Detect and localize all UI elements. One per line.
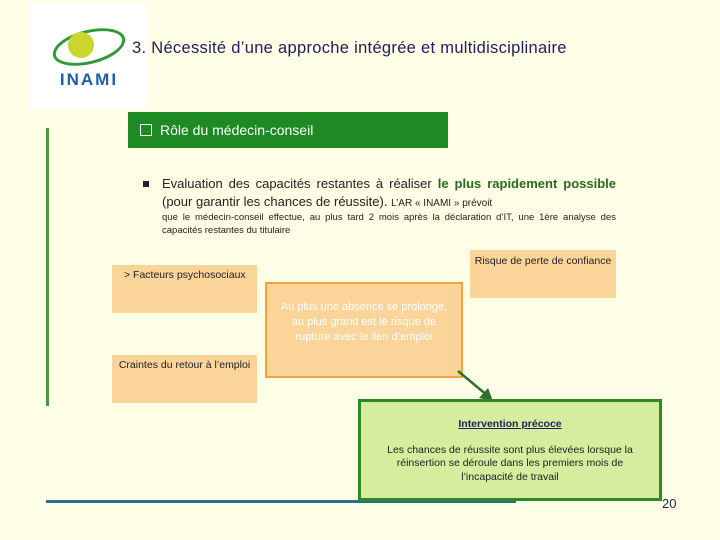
intervention-box <box>358 399 662 501</box>
craintes-box: Craintes du retour à l’emploi <box>112 355 257 403</box>
intervention-heading: Intervention précoce <box>458 418 562 430</box>
main-bullet-part1: Evaluation des capacités restantes à réaliser <box>162 176 438 191</box>
risque-box: Risque de perte de confiance <box>470 250 616 298</box>
frame-left-line <box>46 128 49 406</box>
intervention-body: Les chances de réussite sont plus élevées lorsque la réinsertion se déroule dans les premiers mois de l’incapacité de travail <box>387 443 633 483</box>
slide-title: 3. Nécessité d’une approche intégrée et multidisciplinaire <box>132 39 567 57</box>
sub-text: que le médecin-conseil effectue, au plus tard 2 mois après la déclaration d’IT, une 1ère analyse des capacités restantes du titulaire <box>162 212 616 236</box>
logo-text: INAMI <box>59 70 119 89</box>
inami-logo <box>30 4 148 108</box>
square-bullet-icon <box>143 181 149 187</box>
section-header <box>128 112 448 148</box>
logo-dot-icon <box>68 32 94 58</box>
section-header-label: Rôle du médecin-conseil <box>160 122 314 138</box>
main-bullet-small: L’AR « INAMI » prévoit <box>391 198 493 209</box>
checkbox-bullet-icon <box>140 124 152 136</box>
main-bullet-text <box>162 175 616 213</box>
center-risk-box: Au plus une absence se prolonge, au plus grand est le risque de rupture avec le lien d’emploi <box>265 282 463 378</box>
page-number: 20 <box>662 496 677 511</box>
facteurs-box: > Facteurs psychosociaux <box>112 265 257 313</box>
main-bullet-highlight: le plus rapidement possible <box>437 176 616 191</box>
main-bullet-part2: (pour garantir les chances de réussite). <box>162 194 392 209</box>
